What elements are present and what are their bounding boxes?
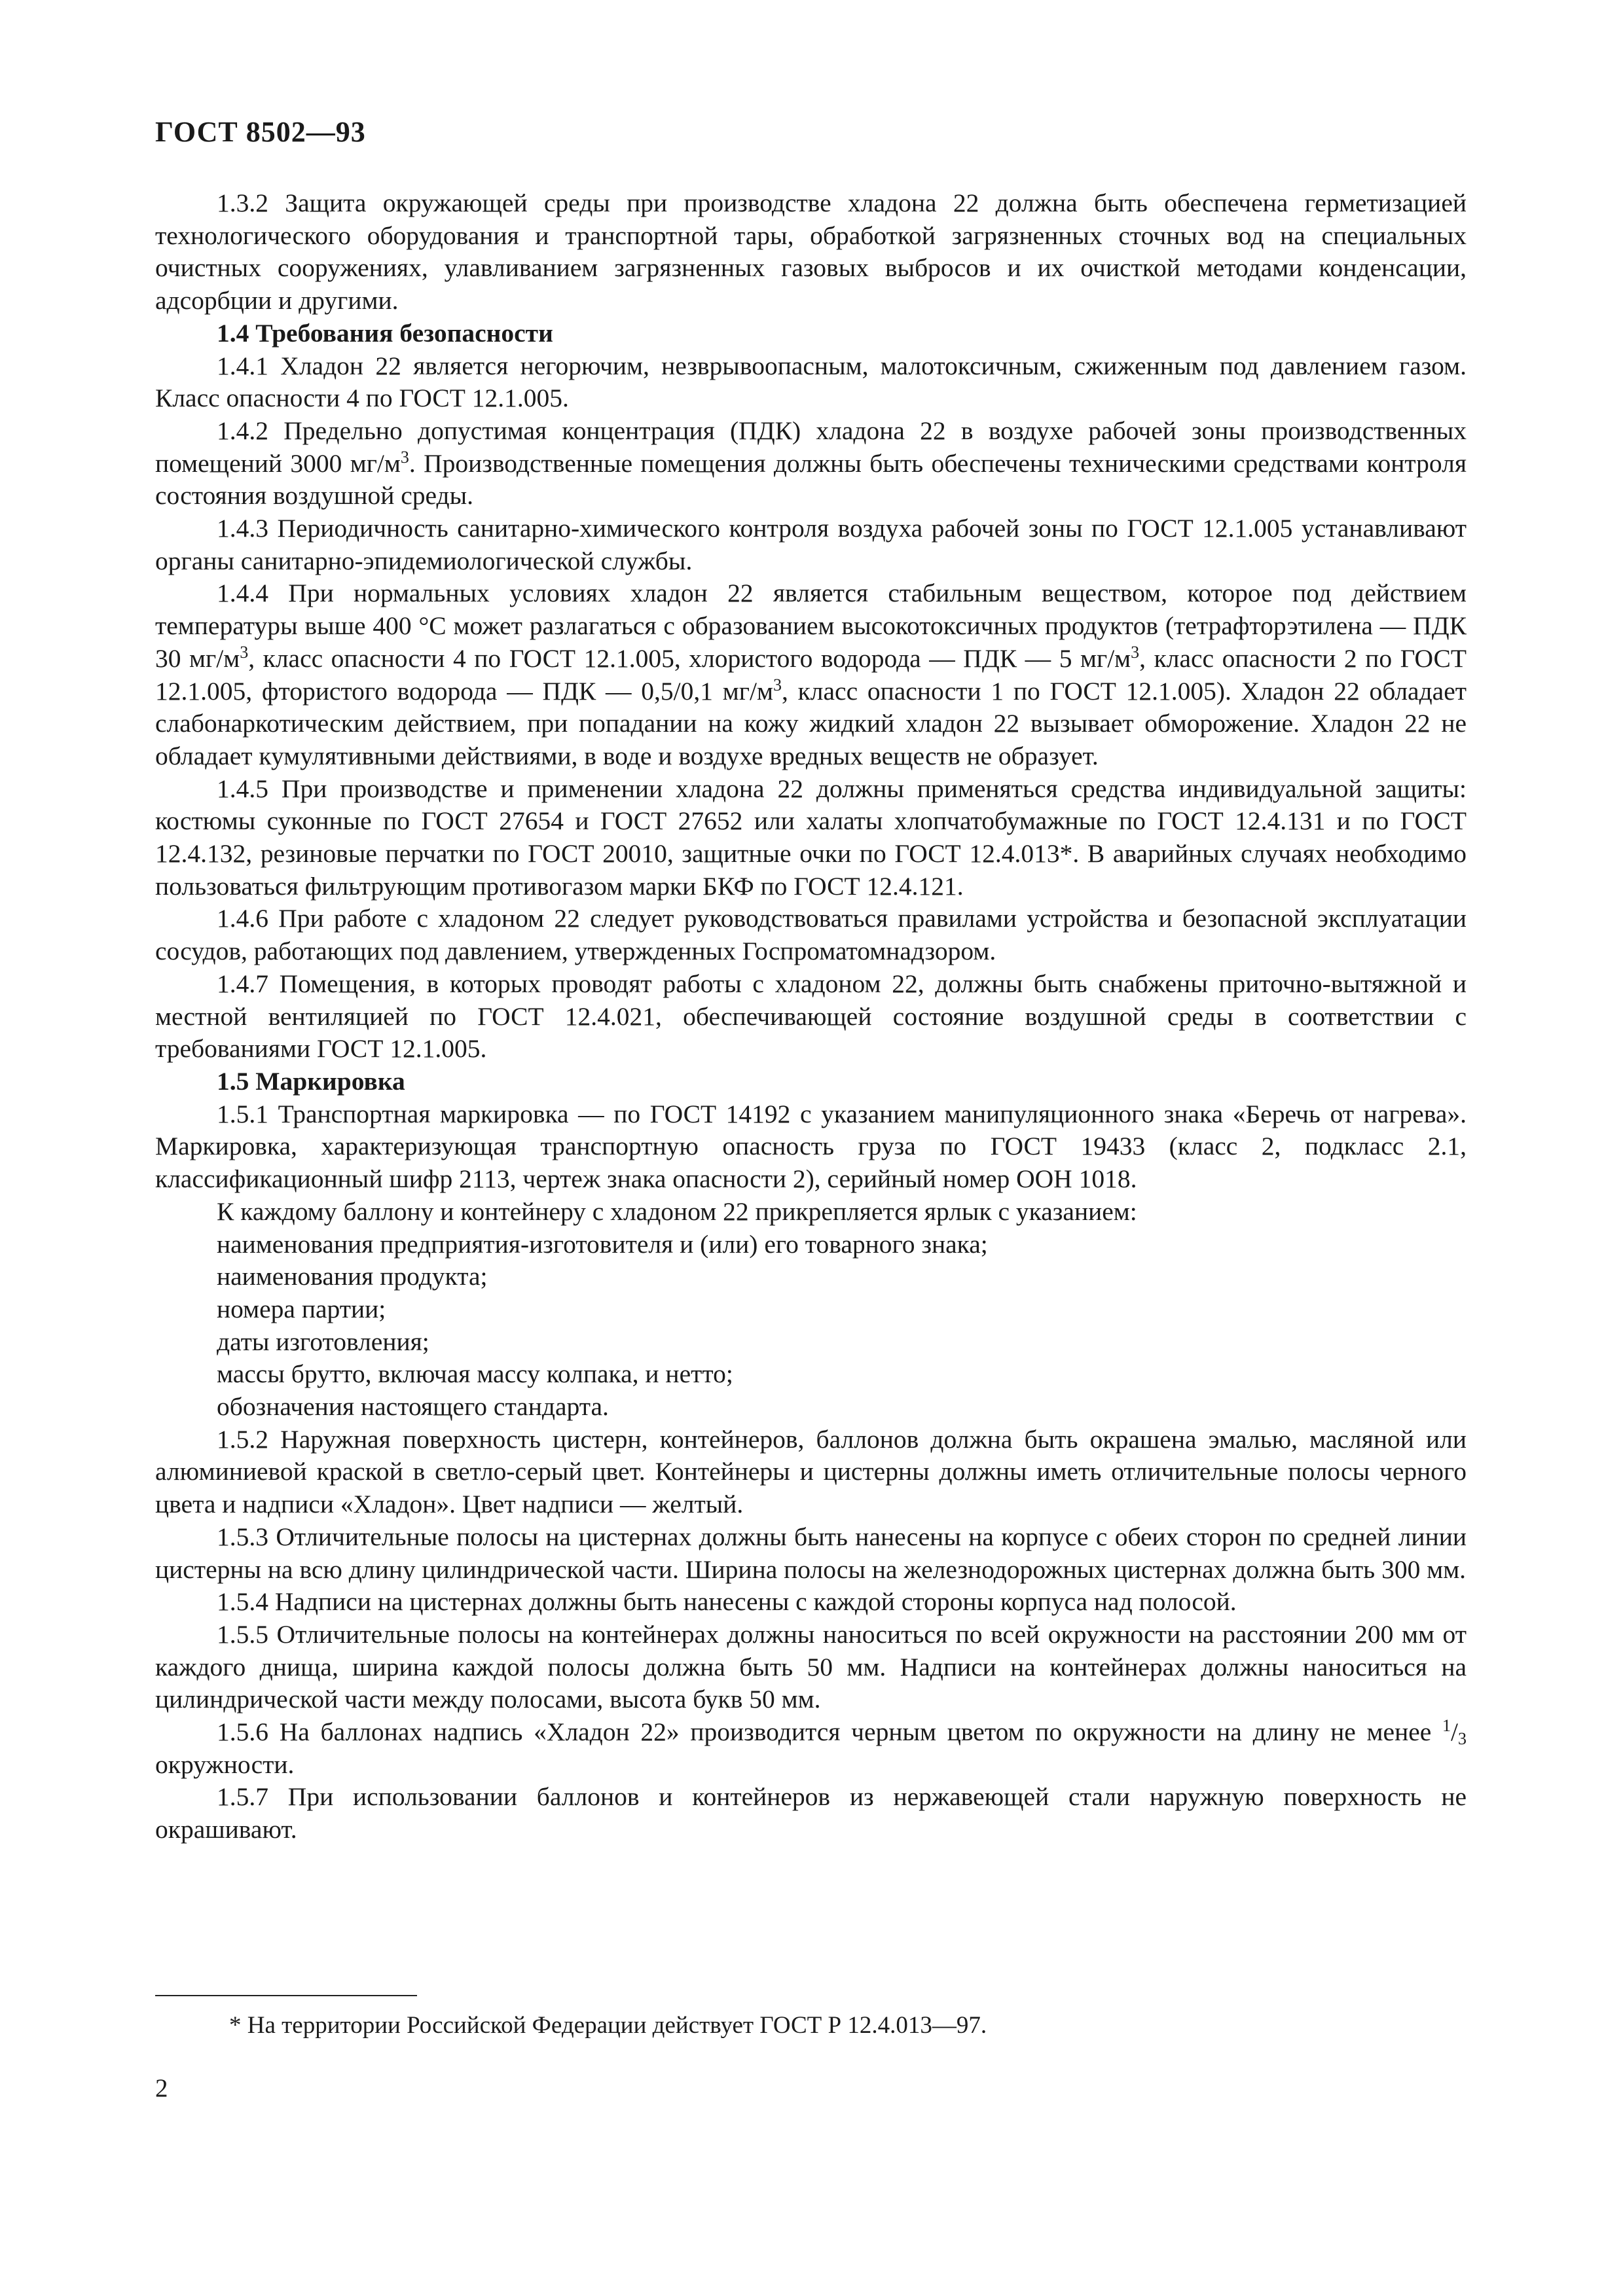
paragraph-1-4-7: 1.4.7 Помещения, в которых проводят работы с хладоном 22, должны быть снабжены приточно-вытяжной и местной вентиляцией по ГОСТ 12.4.021, обеспечивающей состояние воздушной среды в соответствии с требованиями ГОСТ 12.1.005. <box>155 969 1467 1064</box>
paragraph-1-5-5: 1.5.5 Отличительные полосы на контейнерах должны наноситься по всей окружности на расстоянии 200 мм от каждого днища, ширина каждой полосы должна быть 50 мм. Надписи на контейнерах должны наноситься на цилиндрической части между полосами, высота букв 50 мм. <box>155 1619 1467 1714</box>
superscript: 3 <box>773 675 782 694</box>
list-item: номера партии; <box>217 1294 386 1323</box>
text-run: . Производственные помещения должны быть обеспечены техническими средствами контроля состояния воздушной среды. <box>155 448 1467 511</box>
text-run: окружности. <box>155 1749 295 1779</box>
paragraph-1-4-5: 1.4.5 При производстве и применении хладона 22 должны применяться средства индивидуальной защиты: костюмы суконные по ГОСТ 27654 и ГОСТ 27652 или халаты хлопчатобумажные по ГОСТ 12.4.131 и по ГОСТ 12.4.132, резиновые перчатки по ГОСТ 20010, защитные очки по ГОСТ 12.4.013*. В аварийных случаях необходимо пользоваться фильтрующим противогазом марки БКФ по ГОСТ 12.4.121. <box>155 774 1467 901</box>
text-run: 1.5.6 На баллонах надпись «Хладон 22» производится черным цветом по окружности на длину не менее <box>217 1717 1443 1747</box>
text-run: , класс опасности 1 по ГОСТ 12.1.005). Хладон 22 обладает слабонаркотическим действием, при попадании на кожу жидкий хладон 22 вызывает обморожение. Хладон 22 не обладает кумулятивными действиями, в воде и воздухе вредных веществ не образует. <box>155 676 1467 770</box>
superscript: 3 <box>400 447 409 467</box>
list-item: даты изготовления; <box>217 1327 429 1356</box>
superscript: 3 <box>1131 642 1140 662</box>
page-number: 2 <box>155 2074 168 2102</box>
fraction-numerator: 1 <box>1442 1716 1451 1736</box>
paragraph-1-5-6 <box>155 1716 1467 1781</box>
fraction-denominator: 3 <box>1458 1729 1467 1749</box>
text-run: 1.4.4 При нормальных условиях хладон 22 является стабильным веществом, которое под действием температуры выше 400 °С может разлагаться с образованием высокотоксичных продуктов (тетрафторэтилена — ПДК 30 мг/м <box>155 579 1467 673</box>
section-heading-1-5: 1.5 Маркировка <box>217 1066 405 1096</box>
paragraph-1-5-7: 1.5.7 При использовании баллонов и контейнеров из нержавеющей стали наружную поверхность не окрашивают. <box>155 1782 1467 1844</box>
footnote: * На территории Российской Федерации действует ГОСТ Р 12.4.013—97. <box>229 2012 987 2039</box>
paragraph-1-5-4: 1.5.4 Надписи на цистернах должны быть нанесены с каждой стороны корпуса над полосой. <box>217 1587 1237 1617</box>
list-item: наименования предприятия-изготовителя и (или) его товарного знака; <box>217 1229 988 1259</box>
paragraph-1-4-1: 1.4.1 Хладон 22 является негорючим, незврывоопасным, малотоксичным, сжиженным под давлением газом. Класс опасности 4 по ГОСТ 12.1.005. <box>155 351 1467 413</box>
text-run: , класс опасности 2 по ГОСТ 12.1.005, фтористого водорода — ПДК — 0,5/0,1 мг/м <box>155 643 1467 706</box>
paragraph-1-5-1: 1.5.1 Транспортная маркировка — по ГОСТ 14192 с указанием манипуляционного знака «Беречь от нагрева». Маркировка, характеризующая транспортную опасность груза по ГОСТ 19433 (класс 2, подкласс 2.1, классификационный шифр 2113, чертеж знака опасности 2), серийный номер ООН 1018. <box>155 1099 1467 1194</box>
text-run: , класс опасности 4 по ГОСТ 12.1.005, хлористого водорода — ПДК — 5 мг/м <box>248 643 1131 673</box>
paragraph-1-3-2: 1.3.2 Защита окружающей среды при производстве хладона 22 должна быть обеспечена герметизацией технологического оборудования и транспортной тары, обработкой загрязненных сточных вод на специальных очистных сооружениях, улавливанием загрязненных газовых выбросов и их очисткой методами конденсации, адсорбции и другими. <box>155 188 1467 315</box>
paragraph-1-5-3: 1.5.3 Отличительные полосы на цистернах должны быть нанесены на корпусе с обеих сторон по средней линии цистерны на всю длину цилиндрической части. Ширина полосы на железнодорожных цистернах должна быть 300 мм. <box>155 1522 1467 1584</box>
list-item: обозначения настоящего стандарта. <box>217 1392 609 1422</box>
text-run: 1.4.2 Предельно допустимая концентрация (ПДК) хладона 22 в воздухе рабочей зоны производственных помещений 3000 мг/м <box>155 416 1467 478</box>
paragraph-1-4-6: 1.4.6 При работе с хладоном 22 следует руководствоваться правилами устройства и безопасной эксплуатации сосудов, работающих под давлением, утвержденных Госпроматомнадзором. <box>155 904 1467 966</box>
paragraph-1-4-2 <box>155 415 1467 512</box>
list-item: наименования продукта; <box>217 1262 488 1291</box>
list-item: массы брутто, включая массу колпака, и нетто; <box>217 1359 733 1389</box>
document-body <box>155 187 1467 1846</box>
section-heading-1-4: 1.4 Требования безопасности <box>217 318 553 348</box>
superscript: 3 <box>240 642 249 662</box>
document-header: ГОСТ 8502—93 <box>155 116 366 148</box>
footnote-divider <box>155 1995 417 1996</box>
paragraph-1-4-3: 1.4.3 Периодичность санитарно-химического контроля воздуха рабочей зоны по ГОСТ 12.1.005 устанавливают органы санитарно-эпидемиологической службы. <box>155 514 1467 575</box>
label-intro: К каждому баллону и контейнеру с хладоном 22 прикрепляется ярлык с указанием: <box>217 1196 1137 1226</box>
paragraph-1-5-2: 1.5.2 Наружная поверхность цистерн, контейнеров, баллонов должна быть окрашена эмалью, масляной или алюминиевой краской в светло-серый цвет. Контейнеры и цистерны должны иметь отличительные полосы черного цвета и надписи «Хладон». Цвет надписи — желтый. <box>155 1424 1467 1519</box>
paragraph-1-4-4 <box>155 577 1467 772</box>
fraction-slash: / <box>1451 1717 1458 1747</box>
